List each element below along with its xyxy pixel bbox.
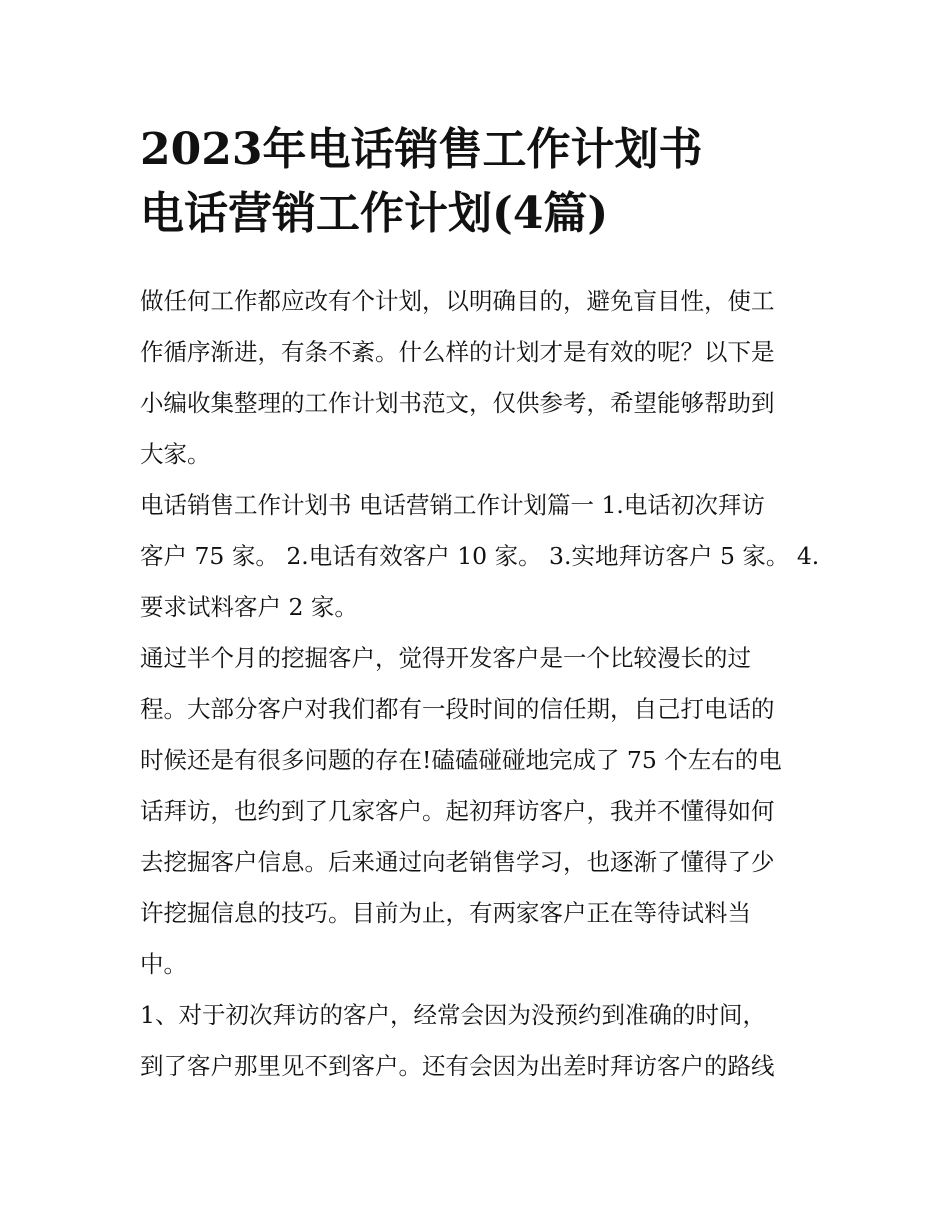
- text-line: 作循序渐进，有条不紊。什么样的计划才是有效的呢？以下是: [140, 338, 775, 366]
- document-content: [140, 118, 820, 1092]
- title-line-2: 电话营销工作计划(4篇): [140, 188, 609, 239]
- experience-paragraph: [140, 633, 812, 990]
- text-line: 去挖掘客户信息。后来通过向老销售学习，也逐渐了懂得了少: [140, 848, 775, 876]
- text-line: 时候还是有很多问题的存在!磕磕碰碰地完成了 75 个左右的电: [140, 746, 782, 774]
- text-line: 中。: [140, 950, 187, 978]
- title-line-1: 2023年电话销售工作计划书: [140, 124, 703, 175]
- text-line: 1、对于初次拜访的客户，经常会因为没预约到准确的时间，: [140, 1001, 766, 1029]
- issue-paragraph: [140, 990, 812, 1092]
- text-line: 电话销售工作计划书 电话营销工作计划篇一 1.电话初次拜访: [140, 491, 765, 519]
- text-line: 小编收集整理的工作计划书范文，仅供参考，希望能够帮助到: [140, 389, 775, 417]
- text-line: 做任何工作都应改有个计划，以明确目的，避免盲目性，使工: [140, 287, 775, 315]
- document-title: [140, 118, 812, 246]
- text-line: 要求试料客户 2 家。: [140, 593, 358, 621]
- intro-paragraph: [140, 276, 812, 480]
- text-line: 许挖掘信息的技巧。目前为止，有两家客户正在等待试料当: [140, 899, 751, 927]
- text-line: 到了客户那里见不到客户。还有会因为出差时拜访客户的路线: [140, 1052, 775, 1080]
- text-line: 通过半个月的挖掘客户，觉得开发客户是一个比较漫长的过: [140, 644, 751, 672]
- text-line: 客户 75 家。 2.电话有效客户 10 家。 3.实地拜访客户 5 家。 4.: [140, 542, 820, 570]
- text-line: 大家。: [140, 440, 211, 468]
- plan-summary-paragraph: [140, 480, 820, 633]
- text-line: 话拜访，也约到了几家客户。起初拜访客户，我并不懂得如何: [140, 797, 775, 825]
- text-line: 程。大部分客户对我们都有一段时间的信任期，自己打电话的: [140, 695, 775, 723]
